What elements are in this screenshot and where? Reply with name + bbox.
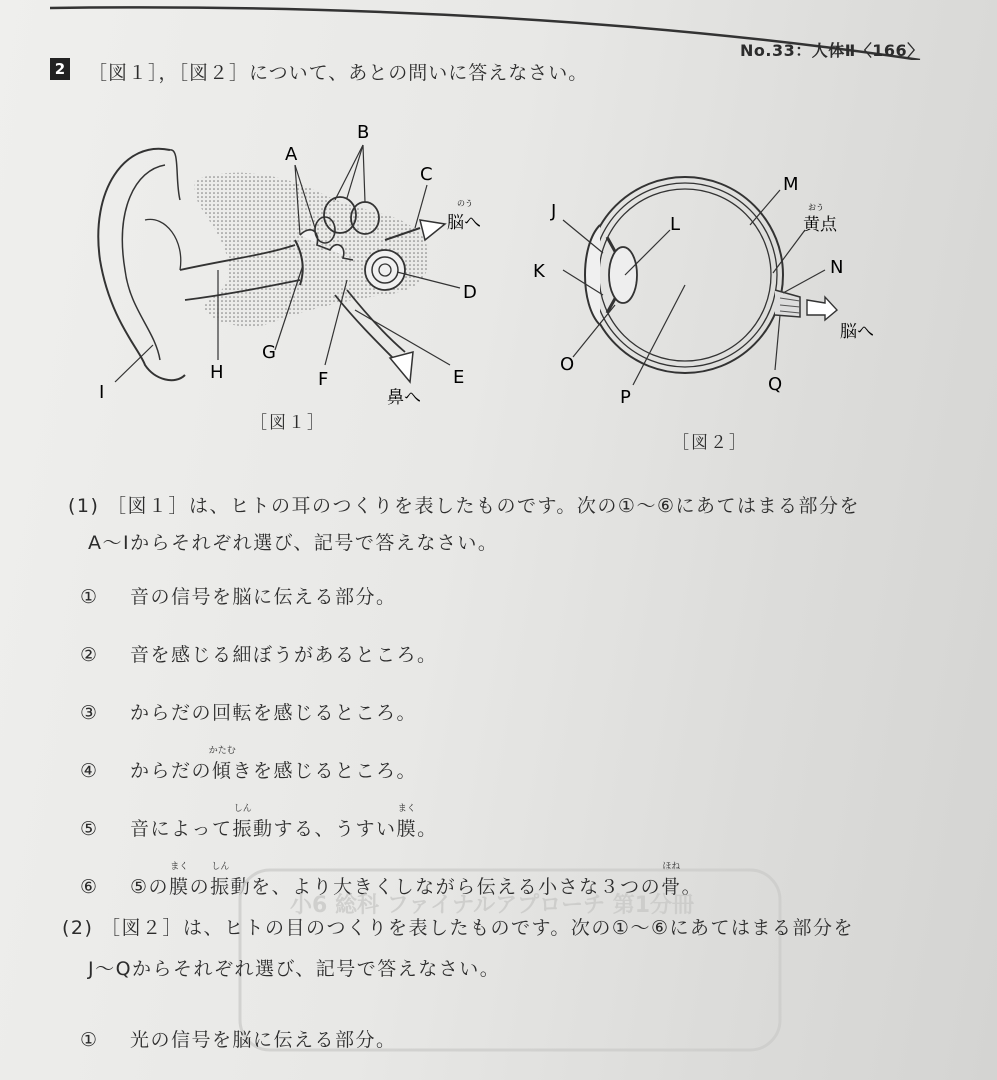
ruby-word: 傾 かたむ: [208, 746, 236, 782]
label-J: J: [551, 201, 557, 222]
figure1-caption: ［図１］: [250, 413, 326, 433]
label-O: O: [560, 354, 575, 375]
item-number: ①: [80, 586, 99, 608]
item-number: ②: [80, 644, 99, 666]
label-M: M: [783, 174, 799, 195]
part2-line2: J～Qからそれぞれ選び、記号で答えなさい。: [88, 958, 501, 980]
item-number: ③: [80, 702, 99, 724]
auricle: [98, 149, 185, 380]
part2-item-1: [80, 1025, 397, 1052]
ruby-word: 振 しん: [210, 862, 231, 898]
ruby-word: 膜 まく: [396, 804, 418, 840]
part2-line1: (2) ［図２］は、ヒトの目のつくりを表したものです。次の①～⑥にあてはまる部分を: [62, 917, 855, 939]
part1-item-1: [80, 582, 397, 609]
part1-line1: (1) ［図１］は、ヒトの耳のつくりを表したものです。次の①～⑥にあてはまる部分を: [68, 495, 861, 517]
temporal-bone-region: [194, 173, 428, 327]
label-H: H: [210, 362, 224, 383]
page-header: No.33：人体Ⅱ〈166〉: [740, 41, 924, 60]
part1-item-6: ⑥ ⑤の膜 まく の振 しん 動を、より大きくしながら伝える小さな３つの骨 ほね 。: [80, 862, 703, 898]
label-A: A: [285, 144, 298, 165]
label-to-nose: 鼻へ: [387, 388, 421, 408]
label-I: I: [99, 382, 105, 403]
part1-line2: A～Iからそれぞれ選び、記号で答えなさい。: [88, 532, 499, 554]
item-text: からだの: [130, 760, 213, 782]
item-text: 音の信号を脳に伝える部分。: [130, 586, 397, 608]
label-L: L: [670, 214, 681, 235]
figure2-caption: ［図２］: [672, 433, 748, 453]
label-Q: Q: [768, 374, 783, 395]
label-to-brain-ruby: のう: [457, 199, 473, 208]
item-text: きを感じるところ。: [232, 760, 418, 782]
label-F: F: [318, 369, 329, 390]
label-P: P: [620, 387, 631, 408]
item-number: ④: [80, 760, 99, 782]
label-B: B: [357, 122, 370, 143]
lens: [609, 247, 637, 303]
stamp-text: 小6 総科 ファイナルアプローチ 第1分冊: [290, 893, 695, 918]
part1-item-3: [80, 698, 417, 725]
question-number: 2: [50, 58, 70, 80]
label-E: E: [453, 367, 465, 388]
label-eye-to-brain: 脳へ: [840, 322, 874, 342]
item-number: ⑤: [80, 818, 99, 840]
label-macula-ruby: おう: [808, 203, 824, 212]
ruby-word: 膜 まく: [169, 862, 190, 898]
part1-item-4: [80, 746, 418, 783]
label-G: G: [262, 342, 276, 363]
label-to-brain: 脳へ: [447, 213, 481, 233]
label-D: D: [463, 282, 477, 303]
ruby-word: 振 しん: [232, 804, 254, 840]
item-number: ①: [80, 1029, 99, 1051]
label-K: K: [533, 261, 545, 282]
label-N: N: [830, 257, 844, 278]
item-text: からだの回転を感じるところ。: [130, 702, 418, 724]
item-text: 音を感じる細ぼうがあるところ。: [130, 644, 438, 666]
label-macula: 黄点: [803, 215, 837, 235]
part1-item-5: ⑤ 音によって振 しん 動する、うすい膜 まく 。: [80, 804, 438, 840]
part1-item-2: [80, 640, 438, 667]
label-C: C: [420, 164, 433, 185]
ruby-word: 骨 ほね: [661, 862, 682, 898]
cochlea: [365, 250, 405, 290]
item-text: 光の信号を脳に伝える部分。: [130, 1029, 397, 1051]
item-number: ⑥: [80, 876, 99, 898]
eye-diagram: [525, 165, 885, 415]
question-intro: ［図１］，［図２］について、あとの問いに答えなさい。: [88, 62, 589, 84]
ear-diagram: [85, 120, 515, 420]
